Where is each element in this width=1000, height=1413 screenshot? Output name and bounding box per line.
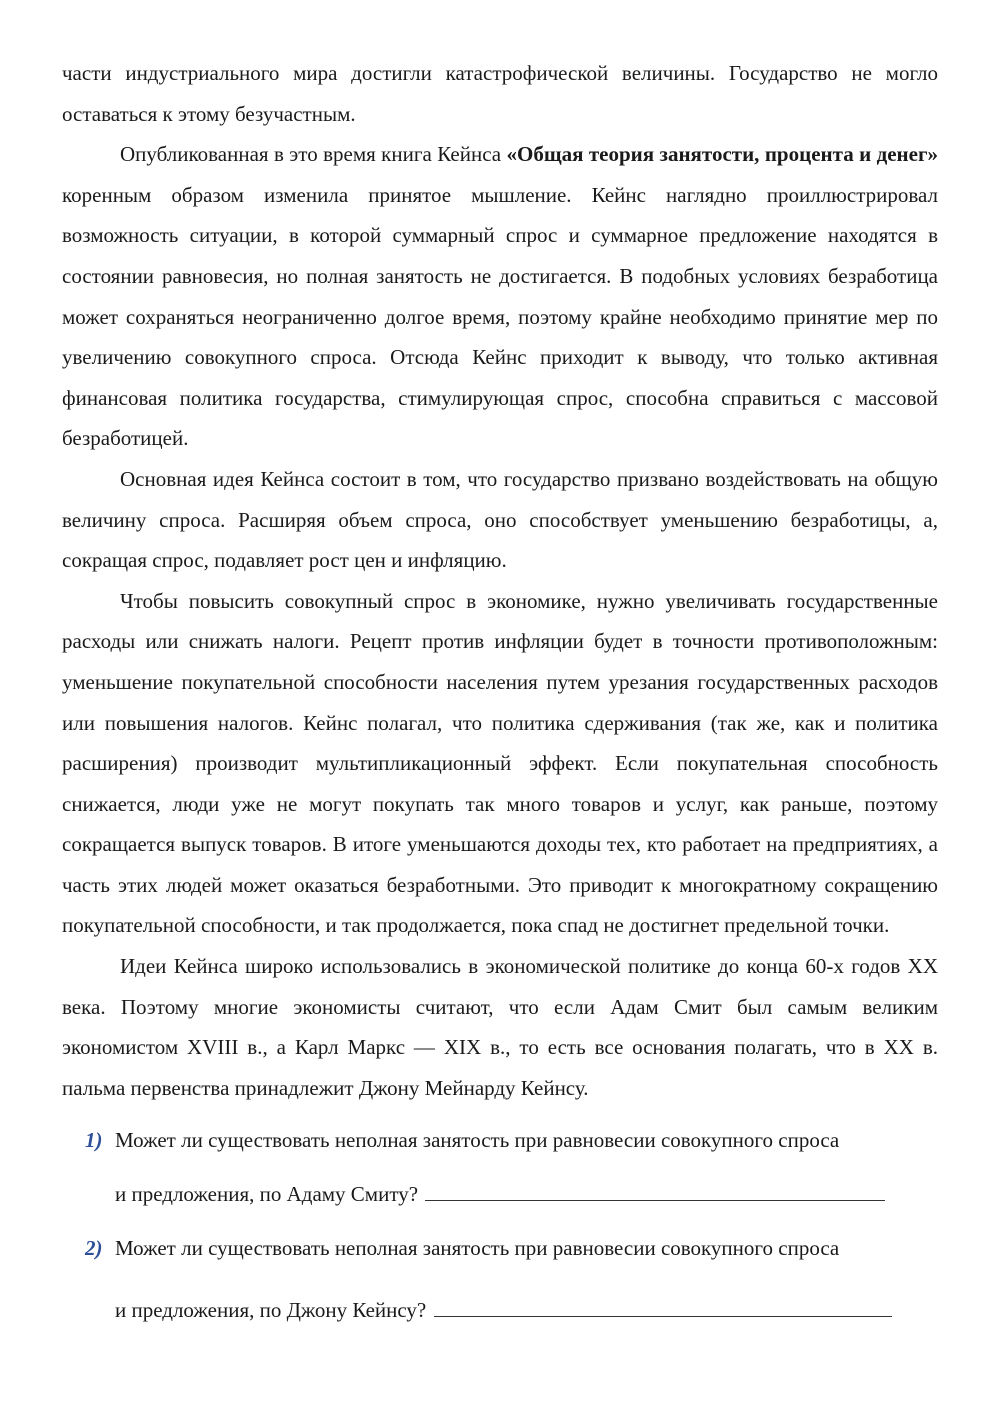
question-1-line1: Может ли существовать неполная занятость при равновесии совокупного спроса — [115, 1128, 840, 1153]
paragraph-2 — [62, 134, 938, 459]
question-2-number: 2) — [85, 1236, 103, 1261]
paragraph-2-text-after: коренным образом изменила принятое мышление. Кейнс наглядно проиллюстрировал возможность ситуации, в которой суммарный спрос и суммарное предложение находятся в состоянии равновесия, но полная занятость не достигается. В подобных условиях безработица может сохраняться неограниченно долгое время, поэтому крайне необходимо принятие мер по увеличению совокупного спроса. Отсюда Кейнс приходит к выводу, что только активная финансовая политика государства, стимулирующая спрос, способна справиться с массовой безработицей. — [62, 182, 938, 451]
paragraph-3-text: Основная идея Кейнса состоит в том, что государство призвано воздействовать на общую величину спроса. Расширяя объем спроса, оно способствует уменьшению безработицы, а, сокращая спрос, подавляет рост цен и инфляцию. — [62, 466, 938, 573]
question-1 — [62, 1120, 938, 1214]
question-1-number: 1) — [85, 1128, 103, 1153]
book-title: «Общая теория занятости, процента и денег» — [506, 142, 938, 167]
paragraph-2-text-before: Опубликованная в это время книга Кейнса — [120, 142, 507, 167]
question-1-line2-wrap — [115, 1174, 938, 1214]
question-2-line2-wrap — [115, 1282, 938, 1330]
paragraph-5-text: Идеи Кейнса широко использовались в экономической политике до конца 60-х годов XX века. Поэтому многие экономисты считают, что если Адам Смит был самым великим экономистом XVIII в., а Карл Маркс — XIX в., то есть все основания полагать, что в XX в. пальма первенства принадлежит Джону Мейнарду Кейнсу. — [62, 954, 938, 1100]
paragraph-4-text: Чтобы повысить совокупный спрос в экономике, нужно увеличивать государственные расходы или снижать налоги. Рецепт против инфляции будет в точности противоположным: уменьшение покупательной способности населения путем урезания государственных расходов или повышения налогов. Кейнс полагал, что политика сдерживания (так же, как и политика расширения) производит мультипликационный эффект. Если покупательная способность снижается, люди уже не могут покупать так много товаров и услуг, как раньше, поэтому сокращается выпуск товаров. В итоге уменьшаются доходы тех, кто работает на предприятиях, а часть этих людей может оказаться безработными. Это приводит к многократному сокращению покупательной способности, и так продолжается, пока спад не достигнет предельной точки. — [62, 588, 938, 938]
paragraph-4 — [62, 581, 938, 946]
paragraph-1-text: части индустриального мира достигли катастрофической величины. Государство не могло оставаться к этому безучастным. — [62, 61, 938, 126]
paragraph-5 — [62, 946, 938, 1108]
paragraph-3 — [62, 459, 938, 581]
question-2-line1: Может ли существовать неполная занятость при равновесии совокупного спроса — [115, 1236, 840, 1261]
question-2 — [62, 1228, 938, 1330]
answer-field-2[interactable] — [434, 1296, 892, 1317]
question-2-line2: и предложения, по Джону Кейнсу? — [115, 1298, 427, 1323]
paragraph-1 — [62, 53, 938, 134]
question-1-line2: и предложения, по Адаму Смиту? — [115, 1182, 419, 1207]
answer-field-1[interactable] — [425, 1180, 885, 1201]
